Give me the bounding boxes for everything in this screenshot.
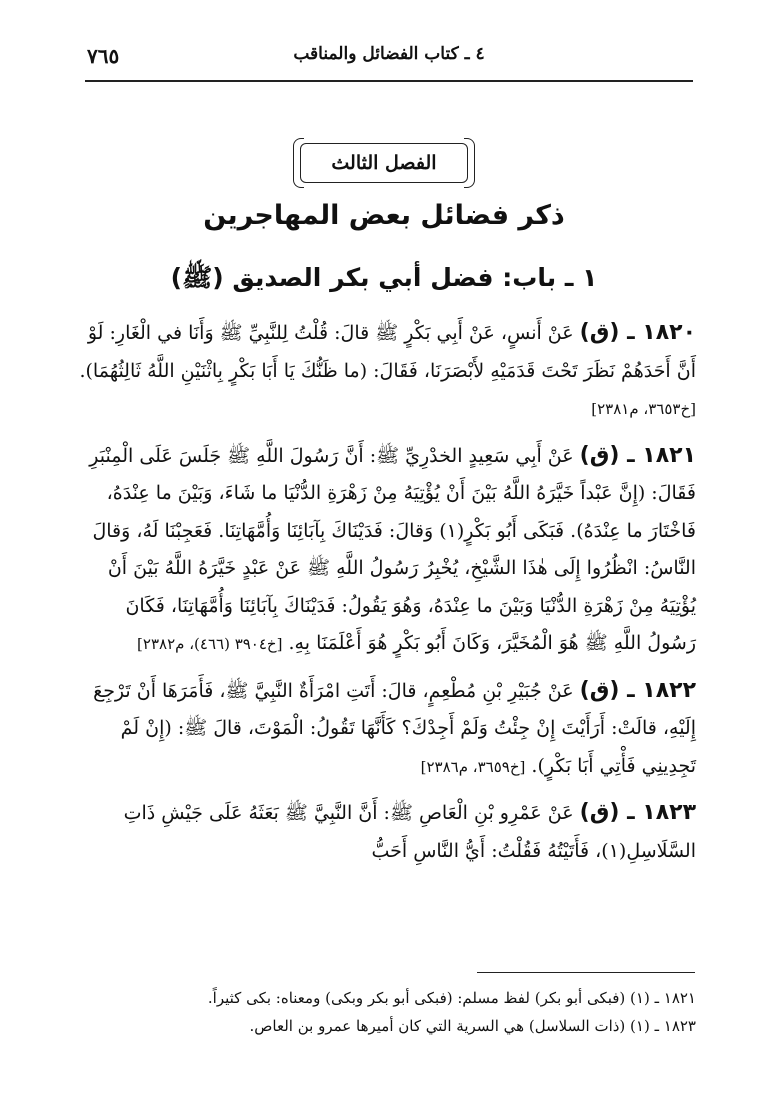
hadith-1820 [76,314,696,429]
hadith-number: ١٨٢١ ـ (ق) [579,442,696,468]
chapter-heading: ١ ـ باب: فضل أبي بكر الصديق (ﷺ) [170,263,598,292]
section-box-wrapper [0,143,768,183]
hadith-text: عَنْ عَمْرِو بْنِ الْعَاصِ ﷺ: أَنَّ النَّبِيَّ ﷺ بَعَثَهُ عَلَى جَيْشِ ذَاتِ السَّلَاسِلِ(١)، فَأَتَيْتُهُ فَقُلْتُ: أَيُّ النَّاسِ أَحَبُّ [123,802,696,862]
footnote-1823: ١٨٢٣ ـ (١) (ذات السلاسل) هي السرية التي كان أميرها عمرو بن العاص. [249,1017,696,1035]
hadith-1822 [76,672,696,787]
footnote-1821: ١٨٢١ ـ (١) (فبكى أبو بكر) لفظ مسلم: (فبكى أبو بكر وبكى) ومعناه: بكى كثيراً. [207,989,696,1007]
hadith-reference: [خ٣٩٠٤ (٤٦٦)، م٢٣٨٢] [137,635,283,653]
page-number: ٧٦٥ [87,44,120,68]
hadith-number: ١٨٢٢ ـ (ق) [579,677,696,703]
hadith-1821 [76,437,696,664]
section-box: الفصل الثالث [300,143,467,183]
hadith-list [76,314,696,878]
hadith-text: عَنْ أَنسٍ، عَنْ أَبِي بَكْرٍ ﷺ قالَ: قُلْتُ لِلنَّبِيِّ ﷺ وَأَنَا في الْغَارِ: لَوْ أَنَّ أَحَدَهُمْ نَظَرَ تَحْتَ قَدَمَيْهِ لأَبْصَرَنَا، فَقَالَ: (ما ظَنُّكَ يَا أَبَا بَكْرٍ بِاثْنَيْنِ اللَّهُ ثَالِثُهُمَا). [79,322,696,382]
hadith-number: ١٨٢٠ ـ (ق) [579,320,696,345]
footnote-separator [477,972,695,973]
hadith-1823 [76,794,696,870]
running-title: ٤ ـ كتاب الفضائل والمناقب [293,44,485,64]
hadith-text: عَنْ أَبِي سَعِيدٍ الخدْرِيِّ ﷺ: أَنَّ رَسُولَ اللَّهِ ﷺ جَلَسَ عَلَى الْمِنْبَرِ فَقَالَ: (إِنَّ عَبْداً خَيَّرَهُ اللَّهُ بَيْنَ أَنْ يُؤْتِيَهُ مِنْ زَهْرَةِ الدُّنْيَا ما شَاءَ، وَبَيْنَ ما عِنْدَهُ، فَاخْتَارَ ما عِنْدَهُ). فَبَكَى أَبُو بَكْرٍ(١) وَقالَ: فَدَيْنَاكَ بِآبَائِنَا وَأُمَّهَاتِنَا. فَعَجِبْنَا لَهُ، وَقالَ النَّاسُ: انْظُرُوا إِلَى هٰذَا الشَّيْخِ، يُخْبِرُ رَسُولُ اللَّهِ ﷺ عَنْ عَبْدٍ خَيَّرَهُ اللَّهُ بَيْنَ أَنْ يُؤْتِيَهُ مِنْ زَهْرَةِ الدُّنْيَا وَبَيْنَ ما عِنْدَهُ، وَهُوَ يَقُولُ: فَدَيْنَاكَ بِآبَائِنَا وَأُمَّهَاتِنَا، فَكَانَ رَسُولُ اللَّهِ ﷺ هُوَ الْمُخَيَّرَ، وَكَانَ أَبُو بَكْرٍ هُوَ أَعْلَمَنَا بِهِ. [89,444,696,654]
hadith-text: عَنْ جُبَيْرِ بْنِ مُطْعِمٍ، قالَ: أَتَتِ امْرَأَةٌ النَّبِيَّ ﷺ، فَأَمَرَهَا أَنْ تَرْجِعَ إِلَيْهِ، قالَتْ: أَرَأَيْتَ إِنْ جِئْتُ وَلَمْ أَجِدْكَ؟ كَأَنَّهَا تَقُولُ: الْمَوْتَ، قالَ ﷺ: (إِنْ لَمْ تَجِدِينِي فَأْتِي أَبَا بَكْرٍ). [93,679,696,777]
footnotes [76,984,696,1040]
page-header [85,38,693,82]
main-heading: ذكر فضائل بعض المهاجرين [203,200,565,231]
hadith-reference: [خ٣٦٥٣، م٢٣٨١] [591,400,696,418]
hadith-reference: [خ٣٦٥٩، م٢٣٨٦] [420,757,526,776]
hadith-number: ١٨٢٣ ـ (ق) [579,800,696,825]
